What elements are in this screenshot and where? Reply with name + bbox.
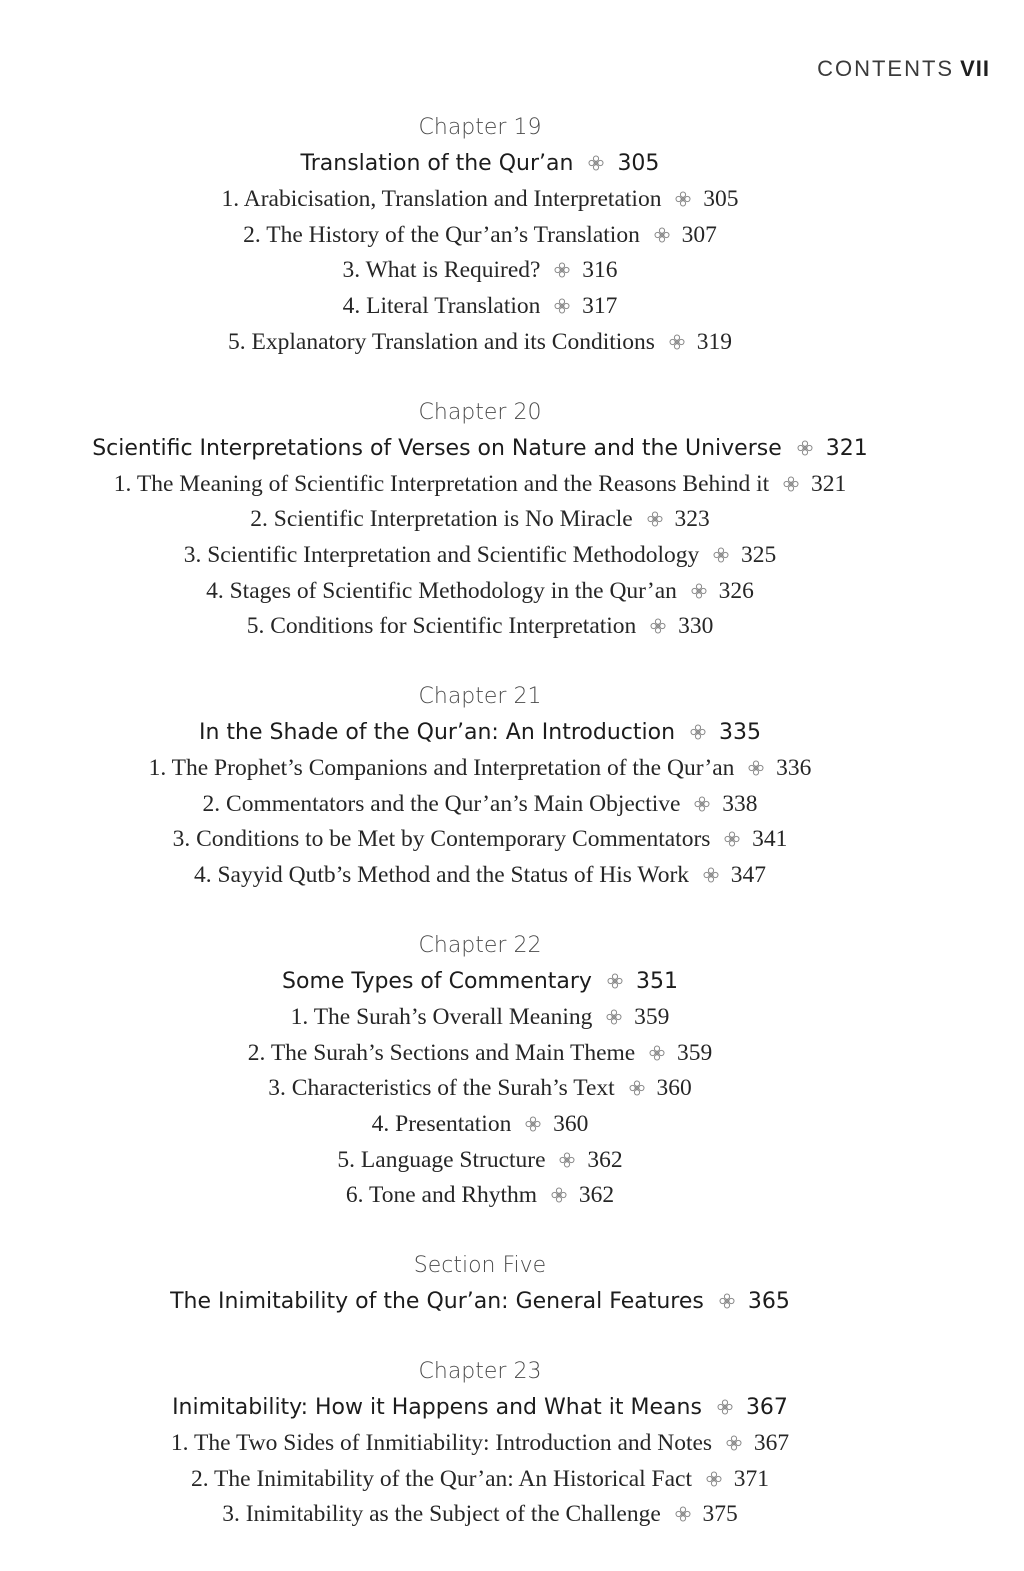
toc-entry-page: 367 xyxy=(753,1430,790,1457)
toc-entry-title: 3. Inimitability as the Subject of the Challenge xyxy=(222,1501,661,1528)
running-head xyxy=(817,56,990,82)
toc-entry-page: 330 xyxy=(678,613,714,640)
flower-ornament-icon xyxy=(675,191,691,207)
flower-ornament-icon xyxy=(690,724,706,740)
toc-entry xyxy=(0,218,960,254)
flower-ornament-icon xyxy=(654,227,670,243)
flower-ornament-icon xyxy=(554,298,570,314)
toc-entry-page: 338 xyxy=(722,790,758,817)
toc-entry-page: 321 xyxy=(810,470,847,497)
chapter-block xyxy=(0,1354,960,1533)
toc-entry xyxy=(0,502,960,538)
flower-ornament-icon xyxy=(726,1435,742,1451)
toc-entry xyxy=(0,253,960,289)
toc-entry xyxy=(0,289,960,325)
toc-entry-page: 317 xyxy=(582,293,618,320)
flower-ornament-icon xyxy=(669,334,685,350)
toc-entry-title: 5. Language Structure xyxy=(337,1146,546,1173)
chapter-block xyxy=(0,928,960,1214)
toc-entry xyxy=(0,1071,960,1107)
chapter-block xyxy=(0,395,960,646)
chapter-label: Chapter 22 xyxy=(418,932,542,958)
toc-entry xyxy=(0,858,960,894)
running-head-label: CONTENTS xyxy=(817,56,955,81)
chapter-title-text: In the Shade of the Qur’an: An Introduction xyxy=(198,720,676,746)
chapter-label: Chapter 19 xyxy=(418,115,542,140)
toc-entry-page: 362 xyxy=(587,1146,623,1173)
toc-entry xyxy=(0,1497,960,1533)
chapter-block xyxy=(0,1248,960,1320)
toc-entry-page: 360 xyxy=(656,1075,692,1102)
toc-entry-title: 6. Tone and Rhythm xyxy=(345,1182,538,1209)
toc-entry-page: 362 xyxy=(578,1182,615,1209)
flower-ornament-icon xyxy=(703,867,719,883)
chapter-title-text: Some Types of Commentary xyxy=(282,968,592,994)
flower-ornament-icon xyxy=(748,760,764,776)
chapter-title-text: Translation of the Qur’an xyxy=(300,151,574,176)
chapter-page-number: 365 xyxy=(747,1289,790,1315)
toc-entry-title: 5. Explanatory Translation and its Conditions xyxy=(228,328,655,355)
toc-entry-title: 3. Conditions to be Met by Contemporary Commentators xyxy=(172,826,711,853)
flower-ornament-icon xyxy=(724,831,740,847)
table-of-contents xyxy=(0,110,960,1533)
toc-entry-page: 359 xyxy=(676,1039,713,1066)
toc-entry xyxy=(0,574,960,610)
toc-entry-page: 347 xyxy=(730,862,767,889)
flower-ornament-icon xyxy=(607,973,623,989)
toc-entry-title: 1. The Surah’s Overall Meaning xyxy=(290,1003,593,1030)
toc-entry-page: 325 xyxy=(741,541,777,568)
toc-entry xyxy=(0,1036,960,1072)
toc-entry-page: 336 xyxy=(776,755,812,782)
chapter-title-text: Inimitability: How it Happens and What it Means xyxy=(172,1395,702,1421)
chapter-page-number: 367 xyxy=(745,1395,788,1421)
toc-entry xyxy=(0,787,960,823)
flower-ornament-icon xyxy=(719,1293,735,1309)
toc-entry-page: 323 xyxy=(674,506,710,533)
chapter-page-number: 321 xyxy=(825,435,868,461)
toc-entry xyxy=(0,467,960,503)
flower-ornament-icon xyxy=(675,1506,691,1522)
chapter-title xyxy=(0,1284,960,1320)
toc-entry-page: 359 xyxy=(634,1003,670,1030)
chapter-title xyxy=(0,964,960,1000)
flower-ornament-icon xyxy=(588,155,604,171)
flower-ornament-icon xyxy=(691,583,707,599)
flower-ornament-icon xyxy=(525,1116,541,1132)
chapter-page-number: 305 xyxy=(617,151,660,176)
toc-entry xyxy=(0,325,960,361)
toc-entry xyxy=(0,1143,960,1179)
flower-ornament-icon xyxy=(559,1152,575,1168)
toc-entry-title: 1. The Meaning of Scientific Interpretation and the Reasons Behind it xyxy=(113,470,770,497)
chapter-title xyxy=(0,1390,960,1426)
toc-entry xyxy=(0,182,960,218)
toc-entry-title: 4. Sayyid Qutb’s Method and the Status of His Work xyxy=(193,862,690,889)
chapter-title xyxy=(0,715,960,751)
toc-entry-title: 4. Presentation xyxy=(371,1110,512,1137)
toc-entry-title: 2. The History of the Qur’an’s Translation xyxy=(243,221,640,248)
toc-entry-title: 3. Scientific Interpretation and Scientific Methodology xyxy=(183,541,700,568)
chapter-title xyxy=(0,431,960,467)
flower-ornament-icon xyxy=(551,1187,567,1203)
page-number: VII xyxy=(960,56,990,81)
toc-entry-title: 5. Conditions for Scientific Interpretation xyxy=(246,613,637,640)
flower-ornament-icon xyxy=(783,476,799,492)
toc-entry-title: 2. The Surah’s Sections and Main Theme xyxy=(247,1039,636,1066)
toc-entry xyxy=(0,822,960,858)
toc-entry-page: 305 xyxy=(703,186,739,212)
toc-entry-title: 1. The Two Sides of Inmitiability: Introduction and Notes xyxy=(170,1430,713,1457)
flower-ornament-icon xyxy=(649,1045,665,1061)
toc-entry-title: 4. Literal Translation xyxy=(342,293,541,320)
toc-entry-title: 3. Characteristics of the Surah’s Text xyxy=(268,1075,615,1102)
flower-ornament-icon xyxy=(694,796,710,812)
flower-ornament-icon xyxy=(713,547,729,563)
toc-entry xyxy=(0,1000,960,1036)
toc-entry-page: 319 xyxy=(696,328,732,355)
chapter-page-number: 351 xyxy=(635,968,678,994)
toc-entry-title: 4. Stages of Scientific Methodology in the Qur’an xyxy=(206,577,677,604)
toc-entry xyxy=(0,1426,960,1462)
toc-entry-title: 3. What is Required? xyxy=(342,257,541,284)
flower-ornament-icon xyxy=(797,440,813,456)
toc-entry xyxy=(0,751,960,787)
toc-entry-page: 307 xyxy=(681,221,717,248)
flower-ornament-icon xyxy=(647,511,663,527)
toc-entry-title: 2. Scientific Interpretation is No Miracle xyxy=(250,506,633,533)
flower-ornament-icon xyxy=(554,262,570,278)
chapter-title xyxy=(0,146,960,182)
toc-entry-page: 360 xyxy=(553,1110,589,1137)
toc-entry-page: 375 xyxy=(702,1501,738,1528)
toc-entry-title: 2. Commentators and the Qur’an’s Main Objective xyxy=(202,790,681,817)
toc-entry-title: 1. Arabicisation, Translation and Interpretation xyxy=(221,186,662,212)
chapter-block xyxy=(0,679,960,894)
toc-entry xyxy=(0,1178,960,1214)
toc-entry-page: 371 xyxy=(733,1465,770,1492)
toc-entry-page: 341 xyxy=(752,826,788,853)
toc-entry xyxy=(0,1462,960,1498)
chapter-label: Chapter 23 xyxy=(418,1359,542,1385)
flower-ornament-icon xyxy=(629,1080,645,1096)
toc-entry-title: 2. The Inimitability of the Qur’an: An Historical Fact xyxy=(190,1465,693,1492)
toc-entry-page: 316 xyxy=(582,257,618,284)
toc-entry xyxy=(0,1107,960,1143)
chapter-title-text: The Inimitability of the Qur’an: General Features xyxy=(170,1289,704,1315)
chapter-block xyxy=(0,110,960,361)
chapter-label: Chapter 20 xyxy=(418,399,542,425)
chapter-label: Chapter 21 xyxy=(418,684,542,710)
flower-ornament-icon xyxy=(717,1399,733,1415)
chapter-title-text: Scientific Interpretations of Verses on Nature and the Universe xyxy=(92,435,782,461)
chapter-page-number: 335 xyxy=(719,720,762,746)
toc-entry-page: 326 xyxy=(718,577,754,604)
flower-ornament-icon xyxy=(606,1009,622,1025)
chapter-label: Section Five xyxy=(413,1253,547,1279)
flower-ornament-icon xyxy=(706,1471,722,1487)
flower-ornament-icon xyxy=(650,618,666,634)
toc-entry-title: 1. The Prophet’s Companions and Interpretation of the Qur’an xyxy=(148,755,735,782)
toc-entry xyxy=(0,538,960,574)
toc-entry xyxy=(0,609,960,645)
